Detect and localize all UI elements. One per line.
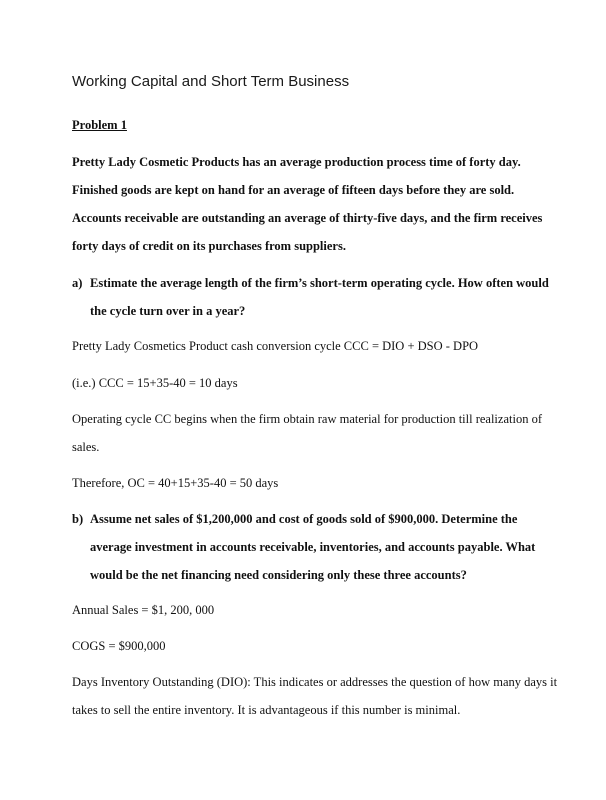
ccc-calculation: (i.e.) CCC = 15+35-40 = 10 days bbox=[72, 376, 238, 390]
question-b-line-2: average investment in accounts receivable, inventories, and accounts payable. What bbox=[90, 540, 536, 554]
intro-line-4: forty days of credit on its purchases from suppliers. bbox=[72, 239, 346, 253]
intro-line-1: Pretty Lady Cosmetic Products has an average production process time of forty day. bbox=[72, 155, 521, 169]
oc-calculation: Therefore, OC = 40+15+35-40 = 50 days bbox=[72, 476, 279, 490]
cogs: COGS = $900,000 bbox=[72, 639, 166, 653]
annual-sales: Annual Sales = $1, 200, 000 bbox=[72, 603, 215, 617]
question-b-line-1: Assume net sales of $1,200,000 and cost of goods sold of $900,000. Determine the bbox=[90, 512, 518, 526]
question-a-line-2: the cycle turn over in a year? bbox=[90, 304, 246, 318]
operating-cycle-line-2: sales. bbox=[72, 440, 100, 454]
problem-heading: Problem 1 bbox=[72, 118, 127, 132]
question-b-marker: b) bbox=[72, 512, 84, 526]
question-a-line-1: Estimate the average length of the firm’s short-term operating cycle. How often would bbox=[90, 276, 549, 290]
question-b-line-3: would be the net financing need considering only these three accounts? bbox=[90, 568, 467, 582]
document-title: Working Capital and Short Term Business bbox=[72, 73, 350, 90]
question-a-marker: a) bbox=[72, 276, 83, 290]
operating-cycle-line-1: Operating cycle CC begins when the firm obtain raw material for production till realization of bbox=[72, 412, 542, 426]
dio-line-1: Days Inventory Outstanding (DIO): This indicates or addresses the question of how many days it bbox=[72, 675, 558, 689]
intro-line-3: Accounts receivable are outstanding an average of thirty-five days, and the firm receives bbox=[72, 211, 543, 225]
intro-line-2: Finished goods are kept on hand for an average of fifteen days before they are sold. bbox=[72, 183, 515, 197]
ccc-formula: Pretty Lady Cosmetics Product cash conversion cycle CCC = DIO + DSO - DPO bbox=[72, 339, 479, 353]
dio-line-2: takes to sell the entire inventory. It is advantageous if this number is minimal. bbox=[72, 703, 461, 717]
